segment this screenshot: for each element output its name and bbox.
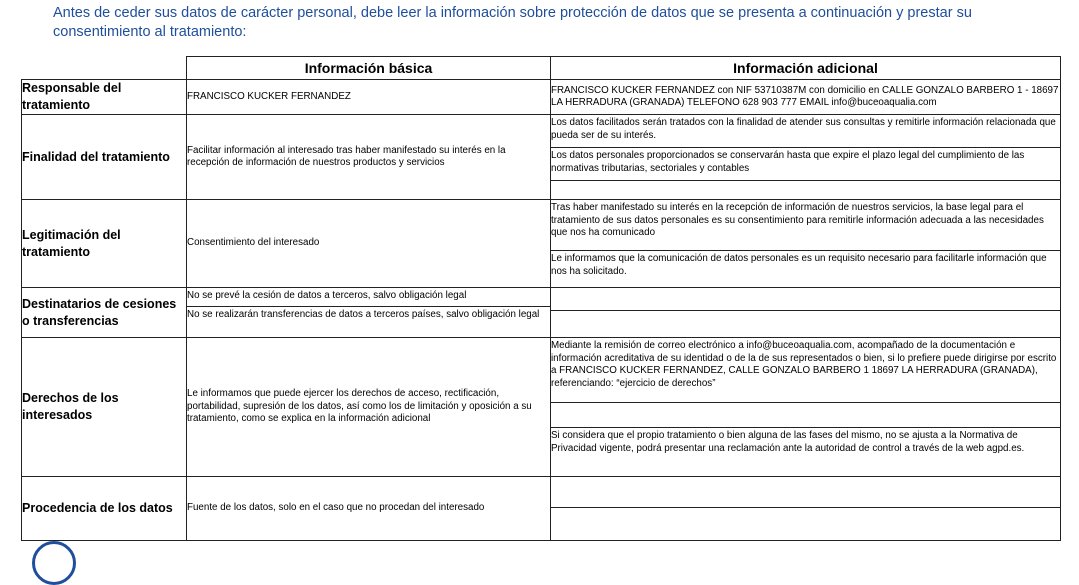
row-label-destinatarios: Destinatarios de cesiones o transferencias <box>22 288 187 338</box>
extra-legitimacion-2: Le informamos que la comunicación de datos personales es un requisito necesario para facilitarle información que nos ha solicitado. <box>551 253 1047 277</box>
table-row <box>22 115 1061 200</box>
basic-destinatarios-cell <box>187 288 551 338</box>
table-row <box>22 288 1061 338</box>
extra-destinatarios-blank-1 <box>551 288 1060 311</box>
basic-procedencia: Fuente de los datos, solo en el caso que no procedan del interesado <box>187 477 551 541</box>
basic-destinatarios-1: No se prevé la cesión de datos a terceros, salvo obligación legal <box>187 288 550 307</box>
table-header-row <box>22 57 1061 80</box>
extra-finalidad-cell <box>551 115 1061 200</box>
extra-procedencia-blank-2 <box>551 508 1060 540</box>
extra-derechos-2: Si considera que el propio tratamiento o bien alguna de las fases del mismo, no se ajusta a la Normativa de Privacidad vigente, podrá presentar una reclamación ante la autoridad de control a través de la web agpd.es. <box>551 430 1025 454</box>
extra-finalidad-blank <box>551 181 1060 199</box>
basic-destinatarios-2: No se realizarán transferencias de datos a terceros países, salvo obligación legal <box>187 309 540 320</box>
logo-circle-icon <box>32 541 76 585</box>
intro-text: Antes de ceder sus datos de carácter personal, debe leer la información sobre protección de datos que se presenta a continuación y prestar su consentimiento al tratamiento: <box>53 5 972 40</box>
extra-finalidad-1: Los datos facilitados serán tratados con la finalidad de atender sus consultas y remitirle información relacionada que pueda ser de su interés. <box>551 115 1060 148</box>
table-row <box>22 338 1061 477</box>
table-corner <box>22 57 187 80</box>
table-row <box>22 477 1061 541</box>
row-label-legitimacion: Legitimación del tratamiento <box>22 200 187 288</box>
extra-finalidad-2: Los datos personales proporcionados se conservarán hasta que expire el plazo legal del cumplimiento de las normativas tributarias, sectoriales y contables <box>551 148 1060 181</box>
extra-destinatarios-blank-2 <box>551 311 1060 337</box>
extra-derechos-1: Mediante la remisión de correo electrónico a info@buceoaqualia.com, acompañado de la documentación e información acreditativa de su identidad o de la de sus representados o bien, si lo prefiere puede dirigirse por escrito a FRANCISCO KUCKER FERNANDEZ, CALLE GONZALO BARBERO 1 18697 LA HERRADURA (GRANADA), referenciando: “ejercicio de derechos” <box>551 338 1060 403</box>
extra-procedencia-cell <box>551 477 1061 541</box>
extra-procedencia-blank-1 <box>551 477 1060 508</box>
extra-legitimacion-cell <box>551 200 1061 288</box>
basic-responsable: FRANCISCO KUCKER FERNANDEZ <box>187 80 551 115</box>
table-row <box>22 200 1061 288</box>
basic-legitimacion: Consentimiento del interesado <box>187 200 551 288</box>
basic-derechos: Le informamos que puede ejercer los derechos de acceso, rectificación, portabilidad, supresión de los datos, así como los de limitación y oposición a su tratamiento, como se explica en la información adicional <box>187 338 551 477</box>
basic-finalidad: Facilitar información al interesado tras haber manifestado su interés en la recepción de información de nuestros productos y servicios <box>187 115 551 200</box>
row-label-responsable: Responsable del tratamiento <box>22 80 187 115</box>
extra-destinatarios-cell <box>551 288 1061 338</box>
extra-responsable: FRANCISCO KUCKER FERNANDEZ con NIF 53710387M con domicilio en CALLE GONZALO BARBERO 1 - 18697 LA HERRADURA (GRANADA) TELEFONO 628 903 777 EMAIL info@buceoaqualia.com <box>551 80 1061 115</box>
table-row <box>22 80 1061 115</box>
row-label-derechos: Derechos de los interesados <box>22 338 187 477</box>
row-label-procedencia: Procedencia de los datos <box>22 477 187 541</box>
data-protection-table <box>21 56 1061 541</box>
extra-derechos-blank <box>551 403 1060 428</box>
header-additional-info: Información adicional <box>551 57 1061 80</box>
extra-legitimacion-1: Tras haber manifestado su interés en la recepción de información de nuestros servicios, la base legal para el tratamiento de sus datos personales es su consentimiento para remitirle información adecuada a las necesidades que nos ha comunicado <box>551 200 1060 251</box>
extra-derechos-cell <box>551 338 1061 477</box>
row-label-finalidad: Finalidad del tratamiento <box>22 115 187 200</box>
header-basic-info: Información básica <box>187 57 551 80</box>
